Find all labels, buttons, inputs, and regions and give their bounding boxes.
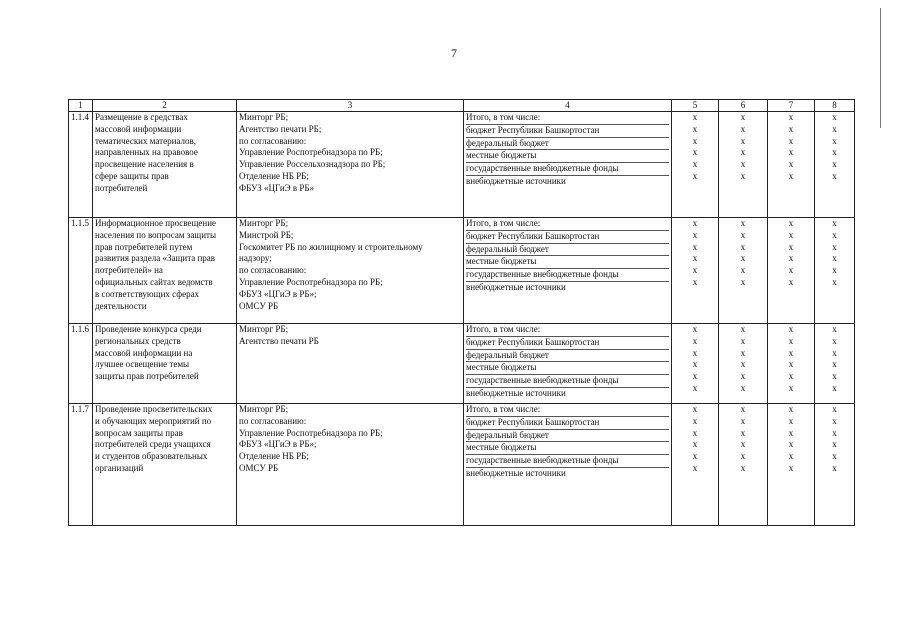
measure-executors xyxy=(237,404,464,526)
executor-line: Агентство печати РБ xyxy=(239,335,319,346)
value-mark: x xyxy=(832,123,837,134)
measure-number: 1.1.4 xyxy=(69,112,93,218)
value-cell xyxy=(719,218,768,324)
executor-line: по согласованию: xyxy=(239,415,307,426)
value-mark: x xyxy=(832,359,837,370)
funding-sources xyxy=(464,404,672,526)
value-mark: x xyxy=(832,451,837,462)
value-mark: x xyxy=(692,427,698,438)
value-cell xyxy=(768,324,815,404)
value-mark: x xyxy=(740,241,746,252)
measure-title-line: региональных средств xyxy=(95,335,181,346)
value-mark: x xyxy=(692,347,698,358)
column-header: 3 xyxy=(237,100,464,112)
executor-line: по согласованию: xyxy=(239,265,307,276)
value-mark: x xyxy=(788,218,794,228)
value-mark: x xyxy=(740,229,746,240)
value-mark: x xyxy=(692,462,698,473)
value-mark: x xyxy=(788,439,794,450)
executor-line: Агентство печати РБ; xyxy=(239,123,322,134)
value-mark: x xyxy=(788,415,794,426)
funding-source-line: государственные внебюджетные фонды xyxy=(466,375,669,388)
value-mark: x xyxy=(692,415,698,426)
funding-source-line: Итого, в том числе: xyxy=(466,324,669,337)
measure-executors xyxy=(237,218,464,324)
measure-title-line: массовой информации на xyxy=(95,347,193,358)
value-mark: x xyxy=(788,371,794,382)
value-mark: x xyxy=(788,229,794,240)
value-mark: x xyxy=(740,276,746,287)
measure-title xyxy=(93,112,237,218)
value-cell xyxy=(672,404,719,526)
value-mark: x xyxy=(832,218,837,228)
value-mark: x xyxy=(788,359,794,370)
funding-sources xyxy=(464,112,672,218)
measure-title-line: и обучающих мероприятий по xyxy=(95,415,212,426)
header-row xyxy=(69,100,855,112)
funding-source-line: федеральный бюджет xyxy=(466,350,669,363)
value-mark: x xyxy=(740,159,746,170)
executor-line: ФБУЗ «ЦГиЭ в РБ»; xyxy=(239,439,317,450)
column-header: 2 xyxy=(93,100,237,112)
value-mark: x xyxy=(692,404,698,414)
value-mark: x xyxy=(832,427,837,438)
executor-line: Минторг РБ; xyxy=(239,404,289,414)
value-cell xyxy=(815,404,855,526)
measure-title-line: направленных на правовое xyxy=(95,147,198,158)
value-mark: x xyxy=(832,170,837,181)
value-mark: x xyxy=(788,335,794,346)
value-mark: x xyxy=(740,218,746,228)
measure-title-line: развития раздела «Защита прав xyxy=(95,253,216,264)
funding-source-line: внебюджетные источники xyxy=(466,281,566,292)
value-mark: x xyxy=(788,265,794,276)
value-mark: x xyxy=(740,112,746,122)
value-mark: x xyxy=(788,123,794,134)
funding-source-line: внебюджетные источники xyxy=(466,175,566,186)
value-mark: x xyxy=(740,451,746,462)
column-header: 1 xyxy=(69,100,93,112)
funding-source-line: местные бюджеты xyxy=(466,362,669,375)
measure-title-line: массовой информации xyxy=(95,123,182,134)
funding-source-line: государственные внебюджетные фонды xyxy=(466,269,669,282)
funding-source-line: государственные внебюджетные фонды xyxy=(466,163,669,176)
measure-title-line: в соответствующих сферах xyxy=(95,288,200,299)
funding-source-line: государственные внебюджетные фонды xyxy=(466,455,669,468)
value-mark: x xyxy=(832,439,837,450)
value-mark: x xyxy=(692,451,698,462)
value-cell xyxy=(672,112,719,218)
executor-line: Госкомитет РБ по жилищному и строительному xyxy=(239,241,423,252)
value-cell xyxy=(815,324,855,404)
measure-executors xyxy=(237,112,464,218)
value-mark: x xyxy=(692,241,698,252)
executor-line: Минторг РБ; xyxy=(239,112,289,122)
value-mark: x xyxy=(832,404,837,414)
funding-source-line: Итого, в том числе: xyxy=(466,404,669,417)
value-mark: x xyxy=(832,112,837,122)
measure-title xyxy=(93,218,237,324)
value-mark: x xyxy=(788,382,794,393)
funding-source-line: бюджет Республики Башкортостан xyxy=(466,337,669,350)
value-mark: x xyxy=(788,451,794,462)
value-mark: x xyxy=(740,359,746,370)
funding-source-line: местные бюджеты xyxy=(466,256,669,269)
program-table xyxy=(68,99,855,526)
value-mark: x xyxy=(740,335,746,346)
measure-title-line: официальных сайтах ведомств xyxy=(95,276,213,287)
value-mark: x xyxy=(692,218,698,228)
measure-title-line: и студентов образовательных xyxy=(95,451,208,462)
column-header: 5 xyxy=(672,100,719,112)
measure-title-line: потребителей xyxy=(95,182,148,193)
funding-source-line: бюджет Республики Башкортостан xyxy=(466,417,669,430)
value-mark: x xyxy=(740,462,746,473)
value-mark: x xyxy=(692,371,698,382)
measure-title-line: деятельности xyxy=(95,300,147,311)
executor-line: ФБУЗ «ЦГиЭ в РБ»; xyxy=(239,288,317,299)
column-header: 6 xyxy=(719,100,768,112)
measure-number: 1.1.6 xyxy=(69,324,93,404)
column-header: 8 xyxy=(815,100,855,112)
value-mark: x xyxy=(740,265,746,276)
measure-title-line: прав потребителей путем xyxy=(95,241,193,252)
value-mark: x xyxy=(832,462,837,473)
value-cell xyxy=(672,324,719,404)
value-cell xyxy=(768,404,815,526)
value-mark: x xyxy=(832,276,837,287)
value-cell xyxy=(719,112,768,218)
measure-title-line: Информационное просвещение xyxy=(95,218,217,228)
funding-source-line: федеральный бюджет xyxy=(466,138,669,151)
value-mark: x xyxy=(740,382,746,393)
value-mark: x xyxy=(692,253,698,264)
measure-title-line: защиты прав потребителей xyxy=(95,371,199,382)
value-mark: x xyxy=(788,324,794,334)
table-row xyxy=(69,324,855,404)
value-mark: x xyxy=(740,404,746,414)
column-header: 4 xyxy=(464,100,672,112)
funding-source-line: местные бюджеты xyxy=(466,150,669,163)
value-mark: x xyxy=(740,427,746,438)
value-mark: x xyxy=(788,253,794,264)
value-mark: x xyxy=(692,229,698,240)
table-row xyxy=(69,404,855,526)
value-mark: x xyxy=(832,241,837,252)
measure-title-line: просвещение населения в xyxy=(95,159,194,170)
value-mark: x xyxy=(692,359,698,370)
value-cell xyxy=(815,112,855,218)
value-mark: x xyxy=(740,123,746,134)
table-row xyxy=(69,218,855,324)
value-mark: x xyxy=(788,159,794,170)
value-mark: x xyxy=(692,123,698,134)
value-mark: x xyxy=(832,371,837,382)
executor-line: Управление Роспотребнадзора по РБ; xyxy=(239,276,383,287)
funding-source-line: федеральный бюджет xyxy=(466,430,669,443)
value-mark: x xyxy=(832,229,837,240)
table-row xyxy=(69,112,855,218)
funding-source-line: местные бюджеты xyxy=(466,442,669,455)
value-mark: x xyxy=(788,112,794,122)
value-mark: x xyxy=(832,382,837,393)
executor-line: Минторг РБ; xyxy=(239,218,289,228)
executor-line: Управление Россельхознадзора по РБ; xyxy=(239,159,386,170)
value-mark: x xyxy=(692,112,698,122)
value-mark: x xyxy=(832,347,837,358)
value-mark: x xyxy=(692,170,698,181)
value-mark: x xyxy=(832,135,837,146)
column-header: 7 xyxy=(768,100,815,112)
measure-executors xyxy=(237,324,464,404)
executor-line: ОМСУ РБ xyxy=(239,462,279,473)
measure-title-line: вопросам защиты прав xyxy=(95,427,183,438)
value-mark: x xyxy=(692,135,698,146)
value-mark: x xyxy=(788,427,794,438)
value-mark: x xyxy=(692,324,698,334)
value-mark: x xyxy=(740,135,746,146)
value-mark: x xyxy=(740,371,746,382)
measure-title-line: потребителей» на xyxy=(95,265,163,276)
value-mark: x xyxy=(692,276,698,287)
executor-line: Минстрой РБ; xyxy=(239,229,294,240)
executor-line: ФБУЗ «ЦГиЭ в РБ» xyxy=(239,182,315,193)
value-mark: x xyxy=(692,382,698,393)
measure-title-line: Проведение конкурса среди xyxy=(95,324,202,334)
value-mark: x xyxy=(788,404,794,414)
value-mark: x xyxy=(740,324,746,334)
value-mark: x xyxy=(788,462,794,473)
value-cell xyxy=(815,218,855,324)
measure-title xyxy=(93,324,237,404)
value-mark: x xyxy=(692,335,698,346)
value-mark: x xyxy=(740,439,746,450)
funding-source-line: внебюджетные источники xyxy=(466,387,566,398)
value-mark: x xyxy=(788,276,794,287)
value-mark: x xyxy=(832,147,837,158)
executor-line: Отделение НБ РБ; xyxy=(239,170,309,181)
measure-title-line: населения по вопросам защиты xyxy=(95,229,217,240)
value-mark: x xyxy=(832,415,837,426)
measure-title-line: потребителей среди учащихся xyxy=(95,439,211,450)
value-cell xyxy=(672,218,719,324)
value-mark: x xyxy=(832,335,837,346)
measure-title-line: тематических материалов, xyxy=(95,135,196,146)
measure-title-line: Размещение в средствах xyxy=(95,112,188,122)
value-mark: x xyxy=(740,253,746,264)
page-number: 7 xyxy=(451,46,457,60)
funding-source-line: бюджет Республики Башкортостан xyxy=(466,231,669,244)
funding-source-line: внебюджетные источники xyxy=(466,467,566,478)
value-cell xyxy=(719,324,768,404)
value-mark: x xyxy=(740,170,746,181)
executor-line: Управление Роспотребнадзора по РБ; xyxy=(239,427,383,438)
value-mark: x xyxy=(692,159,698,170)
value-cell xyxy=(768,218,815,324)
funding-sources xyxy=(464,324,672,404)
value-mark: x xyxy=(788,147,794,158)
funding-sources xyxy=(464,218,672,324)
measure-title-line: сфере защиты прав xyxy=(95,170,169,181)
value-mark: x xyxy=(832,265,837,276)
value-mark: x xyxy=(788,241,794,252)
executor-line: ОМСУ РБ xyxy=(239,300,279,311)
value-mark: x xyxy=(788,347,794,358)
scan-edge-line xyxy=(880,8,881,128)
executor-line: по согласованию: xyxy=(239,135,307,146)
value-mark: x xyxy=(692,265,698,276)
measure-title-line: Проведение просветительских xyxy=(95,404,213,414)
value-mark: x xyxy=(832,324,837,334)
executor-line: Управление Роспотребнадзора по РБ; xyxy=(239,147,383,158)
value-mark: x xyxy=(788,135,794,146)
measure-title xyxy=(93,404,237,526)
measure-number: 1.1.7 xyxy=(69,404,93,526)
value-cell xyxy=(719,404,768,526)
measure-title-line: лучшее освещение темы xyxy=(95,359,190,370)
value-mark: x xyxy=(740,347,746,358)
value-cell xyxy=(768,112,815,218)
funding-source-line: Итого, в том числе: xyxy=(466,112,669,125)
executor-line: Отделение НБ РБ; xyxy=(239,451,309,462)
value-mark: x xyxy=(740,415,746,426)
executor-line: Минторг РБ; xyxy=(239,324,289,334)
value-mark: x xyxy=(788,170,794,181)
value-mark: x xyxy=(692,439,698,450)
funding-source-line: Итого, в том числе: xyxy=(466,218,669,231)
value-mark: x xyxy=(740,147,746,158)
value-mark: x xyxy=(832,159,837,170)
value-mark: x xyxy=(692,147,698,158)
funding-source-line: федеральный бюджет xyxy=(466,244,669,257)
measure-number: 1.1.5 xyxy=(69,218,93,324)
value-mark: x xyxy=(832,253,837,264)
executor-line: надзору; xyxy=(239,253,272,264)
measure-title-line: организаций xyxy=(95,462,144,473)
funding-source-line: бюджет Республики Башкортостан xyxy=(466,125,669,138)
